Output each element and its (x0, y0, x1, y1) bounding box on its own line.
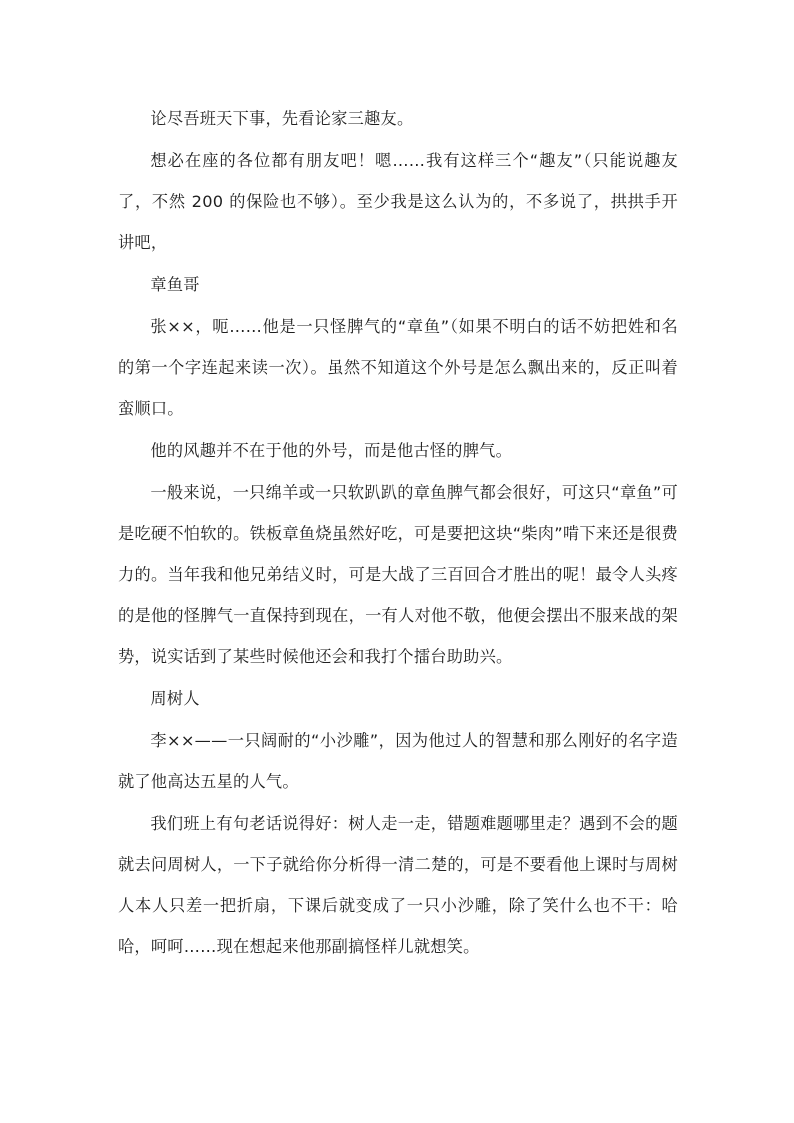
section-heading-octopus: 章鱼哥 (150, 275, 200, 294)
section-heading-zhou-shuren: 周树人 (150, 689, 200, 708)
zhou-shuren-intro-paragraph: 李××——一只阔耐的“小沙雕”，因为他过人的智慧和那么刚好的名字造就了他高达五星的人气。 (118, 731, 678, 791)
intro-paragraph: 论尽吾班天下事，先看论家三趣友。 (150, 109, 414, 128)
octopus-temper-paragraph: 他的风趣并不在于他的外号，而是他古怪的脾气。 (150, 441, 513, 460)
opening-paragraph: 想必在座的各位都有朋友吧！嗯……我有这样三个“趣友”（只能说趣友了，不然 200 的保险也不够）。至少我是这么认为的，不多说了，拱拱手开讲吧， (118, 151, 678, 252)
octopus-story-paragraph: 一般来说，一只绵羊或一只软趴趴的章鱼脾气都会很好，可这只“章鱼”可是吃硬不怕软的。铁板章鱼烧虽然好吃，可是要把这块“柴肉”啃下来还是很费力的。当年我和他兄弟结义时，可是大战了三百回合才胜出的呢！最令人头疼的是他的怪脾气一直保持到现在，一有人对他不敬，他便会摆出不服来战的架势，说实话到了某些时候他还会和我打个擂台助助兴。 (118, 483, 678, 666)
zhou-shuren-story-paragraph: 我们班上有句老话说得好：树人走一走，错题难题哪里走？遇到不会的题就去问周树人，一下子就给你分析得一清二楚的，可是不要看他上课时与周树人本人只差一把折扇，下课后就变成了一只小沙雕，除了笑什么也不干：哈哈，呵呵……现在想起来他那副搞怪样儿就想笑。 (118, 814, 678, 956)
document-body (118, 98, 678, 968)
octopus-intro-paragraph: 张××，呃……他是一只怪脾气的“章鱼”（如果不明白的话不妨把姓和名的第一个字连起来读一次）。虽然不知道这个外号是怎么飘出来的，反正叫着蛮顺口。 (118, 317, 678, 418)
